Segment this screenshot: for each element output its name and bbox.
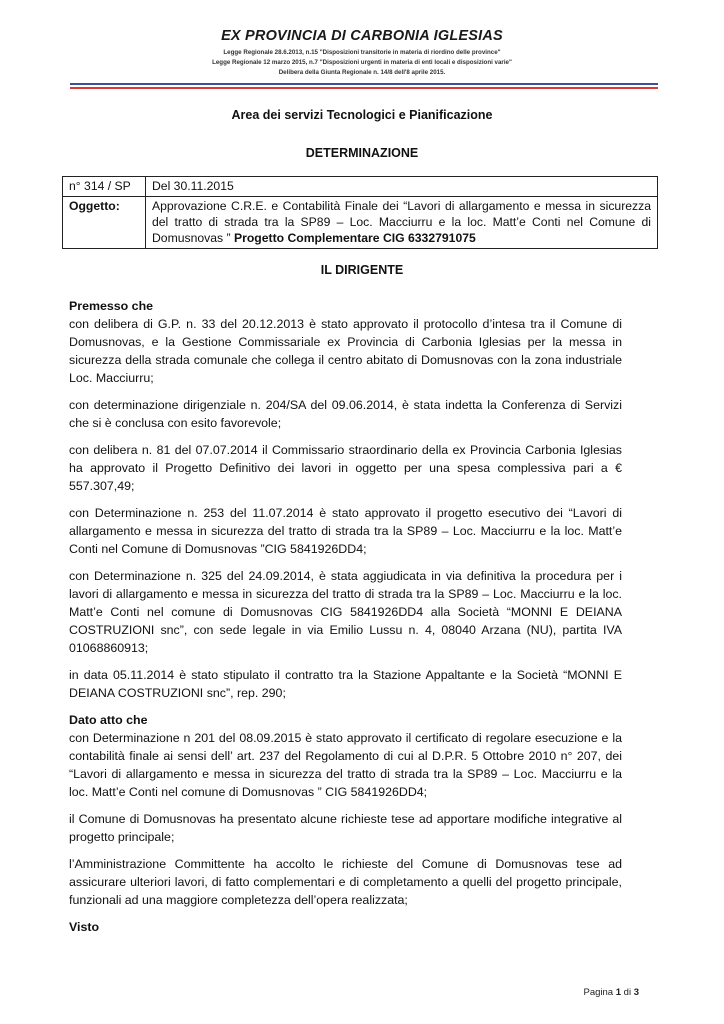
section-title: IL DIRIGENTE	[320, 263, 404, 277]
law-reference-2: Legge Regionale 12 marzo 2015, n.7 "Disposizioni urgenti in materia di enti locali e disposizioni varie"	[212, 59, 512, 66]
dato-atto-heading: Dato atto che	[69, 713, 148, 727]
document-type: DETERMINAZIONE	[305, 146, 419, 160]
number-date-row	[63, 177, 658, 197]
premesso-heading: Premesso che	[69, 299, 154, 313]
determination-info-table	[62, 176, 658, 249]
premesso-paragraph: in data 05.11.2014 è stato stipulato il contratto tra la Stazione Appaltante e la Società “MONNI E DEIANA COSTRUZIONI snc”, rep. 290;	[69, 668, 622, 700]
area-title: Area dei servizi Tecnologici e Pianificazione	[231, 108, 493, 122]
subject-label: Oggetto:	[63, 197, 146, 249]
law-reference-3: Delibera della Giunta Regionale n. 14/8 dell'8 aprile 2015.	[278, 69, 446, 76]
page-total: 3	[633, 987, 639, 998]
dato-atto-paragraph: il Comune di Domusnovas ha presentato alcune richieste tese ad apportare modifiche integrative al progetto principale;	[69, 812, 622, 844]
document-body	[69, 297, 622, 936]
subject-cell	[146, 197, 658, 249]
page-number	[583, 987, 639, 998]
premesso-paragraph: con delibera di G.P. n. 33 del 20.12.2013 è stato approvato il protocollo d’intesa tra il Comune di Domusnovas, e la Gestione Commissariale ex Provincia di Carbonia Iglesias per la messa in sicurezza della strada comunale che collega il centro abitato di Domusnovas con la zona industriale Loc. Macciurru;	[69, 317, 622, 385]
premesso-paragraph: con Determinazione n. 325 del 24.09.2014, è stata aggiudicata in via definitiva la procedura per i lavori di allargamento e messa in sicurezza del tratto di strada tra la SP89 – Loc. Macciurru e la loc. Matt’e Conti nel comune di Domusnovas CIG 5841926DD4 alla Società “MONNI E DEIANA COSTRUZIONI snc”, con sede legale in via Emilio Lussu n. 4, 08040 Arzana (NU), partita IVA 01068860913;	[69, 569, 622, 655]
determination-date: Del 30.11.2015	[146, 177, 658, 197]
determination-number: n° 314 / SP	[63, 177, 146, 197]
premesso-paragraph: con determinazione dirigenziale n. 204/SA del 09.06.2014, è stata indetta la Conferenza di Servizi che si è conclusa con esito favorevole;	[69, 398, 622, 430]
header-rule-blue	[70, 83, 658, 85]
subject-row	[63, 197, 658, 249]
dato-atto-paragraph: con Determinazione n 201 del 08.09.2015 è stato approvato il certificato di regolare esecuzione e la contabilità finale ai sensi dell’ art. 237 del Regolamento di cui al D.P.R. 5 Ottobre 2010 n° 207, dei “Lavori di allargamento e messa in sicurezza del tratto di strada tra la SP89 – Loc. Macciurru e la loc. Matt’e Conti nel comune di Domusnovas ” CIG 5841926DD4;	[69, 731, 622, 799]
page-label: Pagina	[583, 987, 614, 998]
premesso-paragraph: con Determinazione n. 253 del 11.07.2014 è stato approvato il progetto esecutivo dei “Lavori di allargamento e messa in sicurezza del tratto di strada tra la SP89 – Loc. Macciurru e la loc. Matt’e Conti nel Comune di Domusnovas ”CIG 5841926DD4;	[69, 506, 622, 556]
organization-title: EX PROVINCIA DI CARBONIA IGLESIAS	[221, 28, 503, 44]
page-current: 1	[615, 987, 622, 998]
page-of-label: di	[623, 987, 632, 998]
visto-heading: Visto	[69, 920, 100, 934]
law-reference-1: Legge Regionale 28.6.2013, n.15 "Disposizioni transitorie in materia di riordino delle province"	[223, 49, 501, 56]
subject-text: Approvazione C.R.E. e Contabilità Finale dei “Lavori di allargamento e messa in sicurezza del tratto di strada tra la SP89 – Loc. Macciurru e la loc. Matt’e Conti nel Comune di Domusnovas ”	[152, 199, 651, 245]
subject-project-cig: Progetto Complementare CIG 6332791075	[233, 231, 476, 245]
header-rule-red	[70, 87, 658, 89]
premesso-paragraph: con delibera n. 81 del 07.07.2014 il Commissario straordinario della ex Provincia Carbonia Iglesias ha approvato il Progetto Definitivo dei lavori in oggetto per una spesa complessiva pari a € 557.307,49;	[69, 443, 622, 493]
dato-atto-paragraph: l’Amministrazione Committente ha accolto le richieste del Comune di Domusnovas tese ad assicurare ulteriori lavori, di fatto complementari e di completamento a quelli del progetto principale, funzionali ad una maggiore completezza dell’opera realizzata;	[69, 857, 622, 907]
